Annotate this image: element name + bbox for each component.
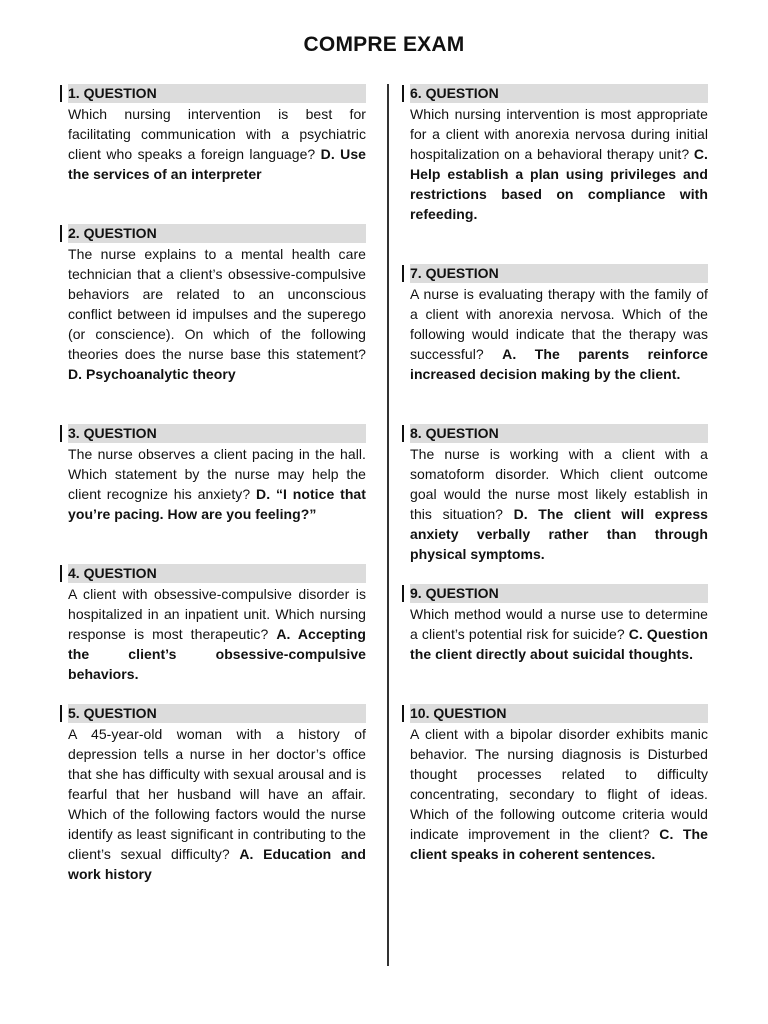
question-text: Which method would a nurse use to determine a client’s potential risk for suicide? [410,606,708,642]
question-heading: 1. QUESTION [68,84,366,103]
answer-text: A. The parents reinforce increased decision making by the client. [410,346,708,382]
answer-text: D. “I notice that you’re pacing. How are you feeling?” [68,486,366,522]
question-text: A client with a bipolar disorder exhibits manic behavior. The nursing diagnosis is Disturbed thought processes related to difficulty concentrating, secondary to flight of ideas. Which of the following outcome criteria would indicate improvement in the client? [410,726,708,842]
question-text: A nurse is evaluating therapy with the family of a client with anorexia nervosa. Which of the following would indicate that the therapy was successful? [410,286,708,362]
question-heading: 7. QUESTION [410,264,708,283]
question-body [410,284,708,384]
answer-text: D. The client will express anxiety verbally rather than through physical symptoms. [410,506,708,562]
answer-text: C. The client speaks in coherent sentences. [410,826,708,862]
answer-text: C. Help establish a plan using privileges and restrictions based on compliance with refeeding. [410,146,708,222]
column-divider [387,84,389,966]
question-heading: 3. QUESTION [68,424,366,443]
question-body [68,104,366,184]
question-1 [68,84,366,184]
question-heading: 2. QUESTION [68,224,366,243]
question-text: The nurse observes a client pacing in the hall. Which statement by the nurse may help the client recognize his anxiety? [68,446,366,502]
question-3 [68,424,366,524]
question-text: The nurse is working with a client with a somatoform disorder. Which client outcome goal would the nurse most likely establish in this situation? [410,446,708,522]
question-6 [410,84,708,224]
question-text: The nurse explains to a mental health care technician that a client’s obsessive-compulsive behaviors are related to an unconscious conflict between id impulses and the superego (or conscience). On which of the following theories does the nurse base this statement? [68,246,366,362]
question-5 [68,704,366,884]
question-heading: 6. QUESTION [410,84,708,103]
question-7 [410,264,708,384]
question-heading: 5. QUESTION [68,704,366,723]
question-text: Which nursing intervention is most appropriate for a client with anorexia nervosa during initial hospitalization on a behavioral therapy unit? [410,106,708,162]
question-body [68,444,366,524]
answer-text: C. Question the client directly about suicidal thoughts. [410,626,708,662]
question-9 [410,584,708,664]
question-body [68,584,366,684]
question-body [68,724,366,884]
question-heading: 4. QUESTION [68,564,366,583]
question-text: A client with obsessive-compulsive disorder is hospitalized in an inpatient unit. Which nursing response is most therapeutic? [68,586,366,642]
question-body [410,104,708,224]
question-10 [410,704,708,864]
answer-text: D. Use the services of an interpreter [68,146,366,182]
question-heading: 10. QUESTION [410,704,708,723]
question-text: A 45-year-old woman with a history of depression tells a nurse in her doctor’s office that she has difficulty with sexual arousal and is fearful that her husband will have an affair. Which of the following factors would the nurse identify as least significant in contributing to the client’s sexual difficulty? [68,726,366,862]
question-body [410,604,708,664]
question-4 [68,564,366,684]
question-heading: 9. QUESTION [410,584,708,603]
question-heading: 8. QUESTION [410,424,708,443]
question-body [68,244,366,384]
question-body [410,444,708,564]
question-body [410,724,708,864]
answer-text: A. Education and work history [68,846,366,882]
question-text: Which nursing intervention is best for facilitating communication with a psychiatric client who speaks a foreign language? [68,106,366,162]
answer-text: A. Accepting the client’s obsessive-compulsive behaviors. [68,626,366,682]
answer-text: D. Psychoanalytic theory [68,366,236,382]
page-title: COMPRE EXAM [303,33,465,56]
question-2 [68,224,366,384]
question-8 [410,424,708,564]
